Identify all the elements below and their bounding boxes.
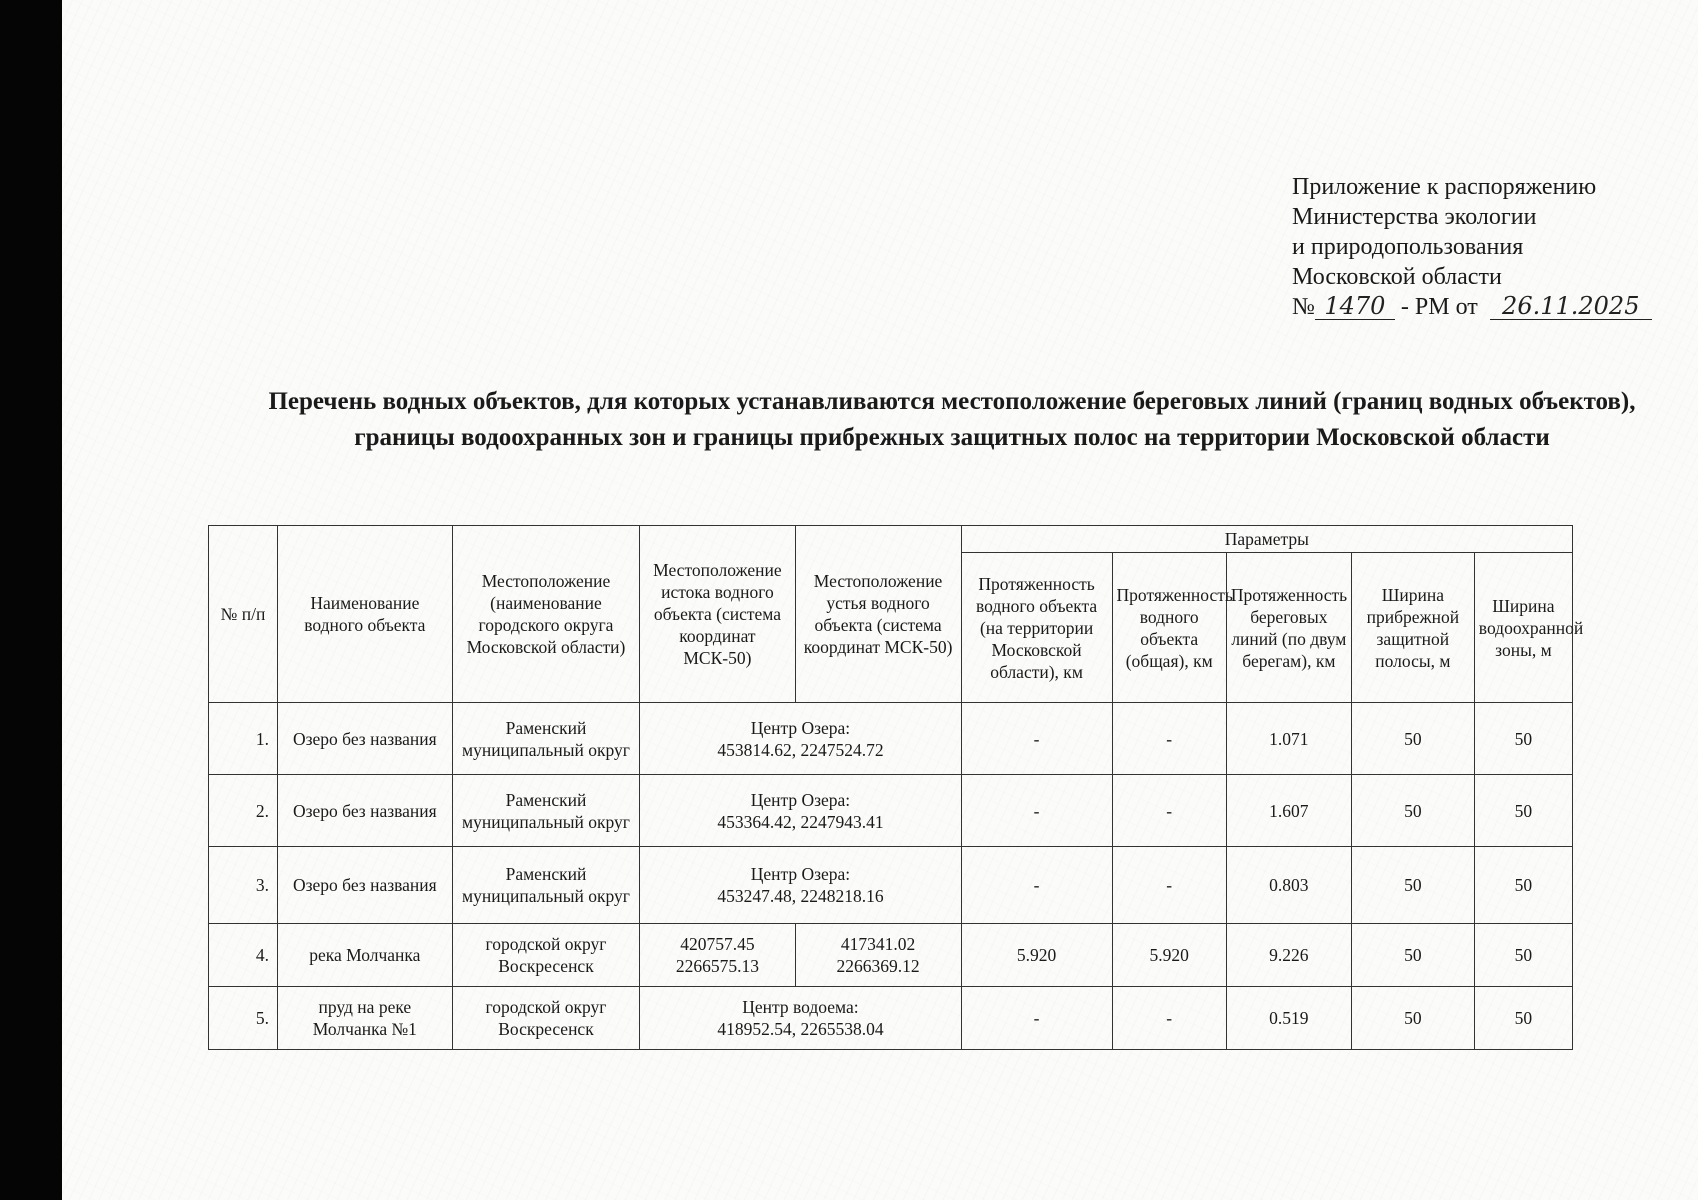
row-shoreline: 0.519 — [1226, 987, 1351, 1050]
row-shoreline: 1.071 — [1226, 703, 1351, 775]
approval-line-1: Приложение к распоряжению — [1292, 174, 1597, 200]
row-protection-width: 50 — [1474, 703, 1572, 775]
row-source-x: 420757.45 — [680, 934, 755, 954]
row-location: Раменский муниципальный округ — [452, 703, 640, 775]
row-center-coords: 453364.42, 2247943.41 — [717, 811, 884, 832]
row-center-label: Центр Озера: — [750, 789, 851, 810]
row-protection-width: 50 — [1474, 847, 1572, 924]
order-number-suffix: - РМ от — [1400, 294, 1478, 320]
header-shoreline: Протяженность береговых линий (по двум берегам), км — [1226, 553, 1351, 703]
row-length-region: 5.920 — [961, 924, 1112, 987]
row-length-region: - — [961, 987, 1112, 1050]
row-center — [640, 703, 961, 775]
header-mouth: Местоположение устья водного объекта (система координат МСК-50) — [795, 526, 961, 703]
row-coastal-width: 50 — [1351, 703, 1474, 775]
row-center-label: Центр Озера: — [750, 717, 851, 738]
row-center-coords: 453814.62, 2247524.72 — [717, 739, 884, 760]
approval-line-2: Министерства экологии — [1292, 204, 1537, 230]
scan-edge — [0, 0, 62, 1200]
header-protection-width: Ширина водоохранной зоны, м — [1474, 553, 1572, 703]
table-row — [209, 924, 1573, 987]
row-coastal-width: 50 — [1351, 775, 1474, 847]
row-protection-width: 50 — [1474, 924, 1572, 987]
row-shoreline: 1.607 — [1226, 775, 1351, 847]
row-location: городской округ Воскресенск — [452, 924, 640, 987]
row-name: пруд на реке Молчанка №1 — [278, 987, 453, 1050]
row-coastal-width: 50 — [1351, 924, 1474, 987]
row-source — [640, 924, 795, 987]
row-center-coords: 418952.54, 2265538.04 — [717, 1019, 884, 1039]
table-row — [209, 847, 1573, 924]
approval-line-3: и природопользования — [1292, 234, 1524, 260]
row-coastal-width: 50 — [1351, 847, 1474, 924]
header-length-region: Протяженность водного объекта (на территории Московской области), км — [961, 553, 1112, 703]
row-location: городской округ Воскресенск — [452, 987, 640, 1050]
row-length-region: - — [961, 703, 1112, 775]
row-center-label: Центр водоема: — [742, 997, 859, 1017]
row-length-total: - — [1112, 703, 1226, 775]
row-mouth-x: 417341.02 — [840, 934, 916, 954]
order-line — [1292, 292, 1692, 322]
header-source: Местоположение истока водного объекта (система координат МСК-50) — [640, 526, 795, 703]
row-center-label: Центр Озера: — [750, 864, 851, 884]
approval-block — [1292, 172, 1692, 322]
row-center — [640, 847, 961, 924]
row-length-total: 5.920 — [1112, 924, 1226, 987]
header-num: № п/п — [209, 526, 278, 703]
row-length-region: - — [961, 847, 1112, 924]
header-location: Местоположение (наименование городского округа Московской области) — [452, 526, 640, 703]
row-center-coords: 453247.48, 2248218.16 — [717, 886, 884, 906]
row-length-total: - — [1112, 847, 1226, 924]
row-name: Озеро без названия — [278, 703, 453, 775]
order-number-prefix: № — [1292, 294, 1315, 320]
row-protection-width: 50 — [1474, 775, 1572, 847]
row-source-y: 2266575.13 — [675, 956, 759, 976]
order-number-handwritten: 1470 — [1315, 293, 1395, 320]
row-num: 2. — [209, 775, 278, 847]
row-location: Раменский муниципальный округ — [452, 775, 640, 847]
table-row — [209, 987, 1573, 1050]
row-center — [640, 775, 961, 847]
row-coastal-width: 50 — [1351, 987, 1474, 1050]
row-name: Озеро без названия — [278, 847, 453, 924]
water-objects-table — [208, 525, 1584, 1050]
order-date-handwritten: 26.11.2025 — [1490, 293, 1652, 320]
header-name: Наименование водного объекта — [278, 526, 453, 703]
row-mouth — [795, 924, 961, 987]
header-length-total: Протяженность водного объекта (общая), км — [1112, 553, 1226, 703]
row-length-total: - — [1112, 987, 1226, 1050]
row-name: Озеро без названия — [278, 775, 453, 847]
header-coastal-width: Ширина прибрежной защитной полосы, м — [1351, 553, 1474, 703]
row-center — [640, 987, 961, 1050]
table-row — [209, 703, 1573, 775]
row-num: 5. — [209, 987, 278, 1050]
row-num: 4. — [209, 924, 278, 987]
row-location: Раменский муниципальный округ — [452, 847, 640, 924]
row-name: река Молчанка — [278, 924, 453, 987]
table-row — [209, 775, 1573, 847]
row-mouth-y: 2266369.12 — [836, 956, 920, 976]
row-shoreline: 9.226 — [1226, 924, 1351, 987]
document-title: Перечень водных объектов, для которых устанавливаются местоположение береговых линий (границ водных объектов), границы водоохранных зон и границы прибрежных защитных полос на территории Московской области — [268, 388, 1636, 451]
row-shoreline: 0.803 — [1226, 847, 1351, 924]
row-num: 1. — [209, 703, 278, 775]
row-length-total: - — [1112, 775, 1226, 847]
row-protection-width: 50 — [1474, 987, 1572, 1050]
header-params: Параметры — [961, 526, 1572, 553]
row-length-region: - — [961, 775, 1112, 847]
approval-line-4: Московской области — [1292, 264, 1502, 290]
row-num: 3. — [209, 847, 278, 924]
